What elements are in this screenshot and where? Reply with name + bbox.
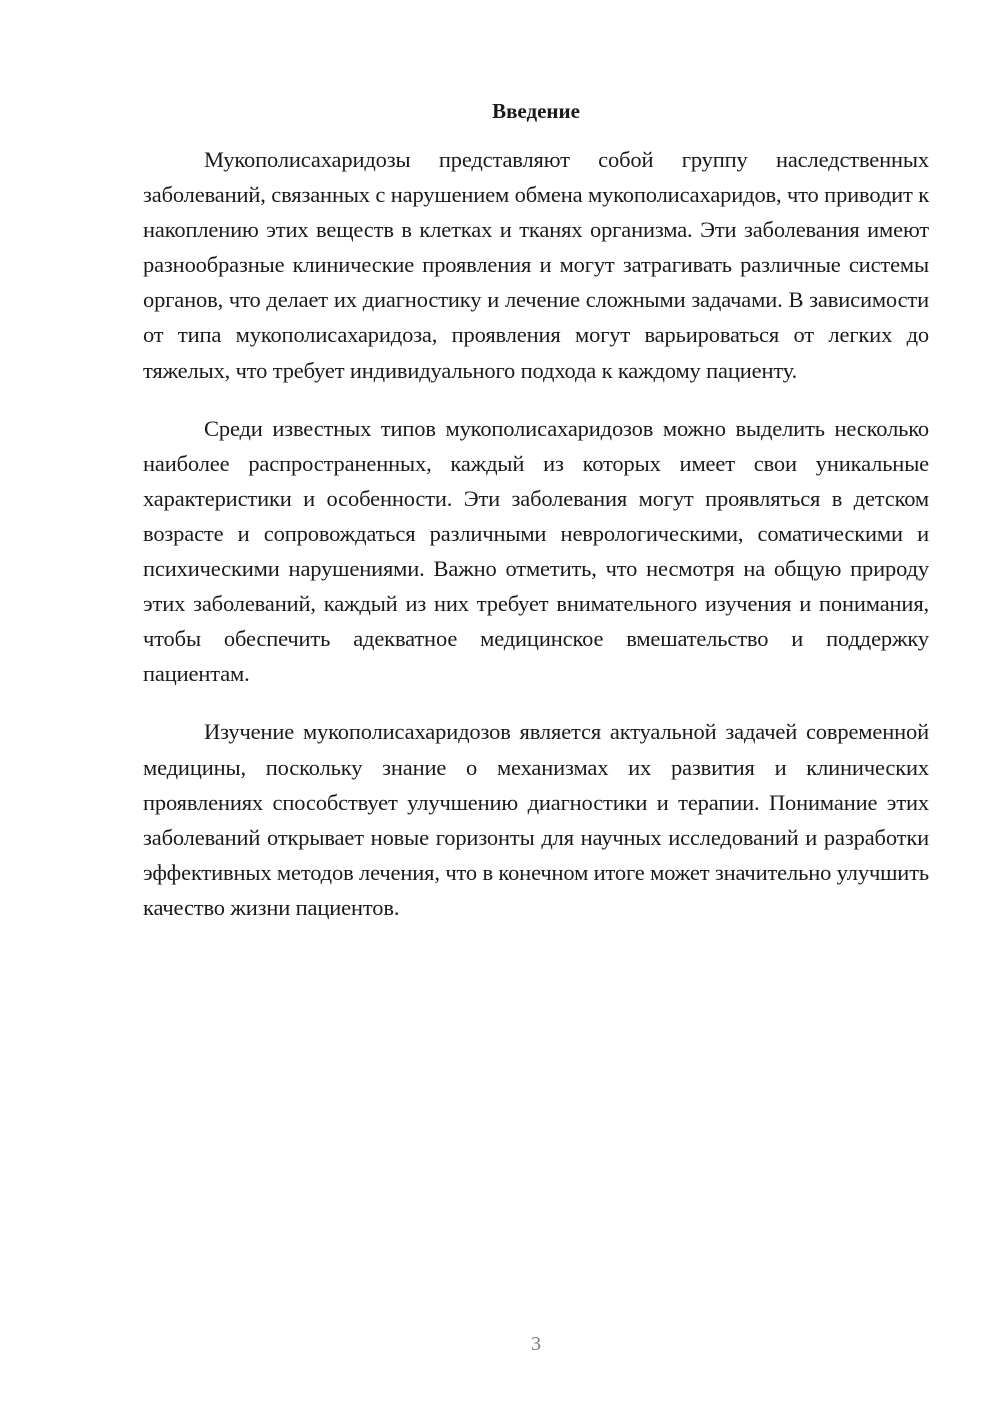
section-title: Введение [492, 99, 580, 123]
page-content [143, 94, 929, 925]
paragraph-3: Изучение мукополисахаридозов является актуальной задачей современной медицины, поскольку знание о механизмах их развития и клинических проявлениях способствует улучшению диагностики и терапии. Понимание этих заболеваний открывает новые горизонты для научных исследований и разработки эффективных методов лечения, что в конечном итоге может значительно улучшить качество жизни пациентов. [143, 719, 929, 920]
paragraph-2: Среди известных типов мукополисахаридозов можно выделить несколько наиболее распространенных, каждый из которых имеет свои уникальные характеристики и особенности. Эти заболевания могут проявляться в детском возрасте и сопровождаться различными неврологическими, соматическими и психическими нарушениями. Важно отметить, что несмотря на общую природу этих заболеваний, каждый из них требует внимательного изучения и понимания, чтобы обеспечить адекватное медицинское вмешательство и поддержку пациентам. [143, 415, 929, 687]
page-number: 3 [531, 1333, 541, 1355]
paragraph-1: Мукополисахаридозы представляют собой группу наследственных заболеваний, связанных с нарушением обмена мукополисахаридов, что приводит к накоплению этих веществ в клетках и тканях организма. Эти заболевания имеют разнообразные клинические проявления и могут затрагивать различные системы органов, что делает их диагностику и лечение сложными задачами. В зависимости от типа мукополисахаридоза, проявления могут варьироваться от легких до тяжелых, что требует индивидуального подхода к каждому пациенту. [143, 147, 929, 383]
